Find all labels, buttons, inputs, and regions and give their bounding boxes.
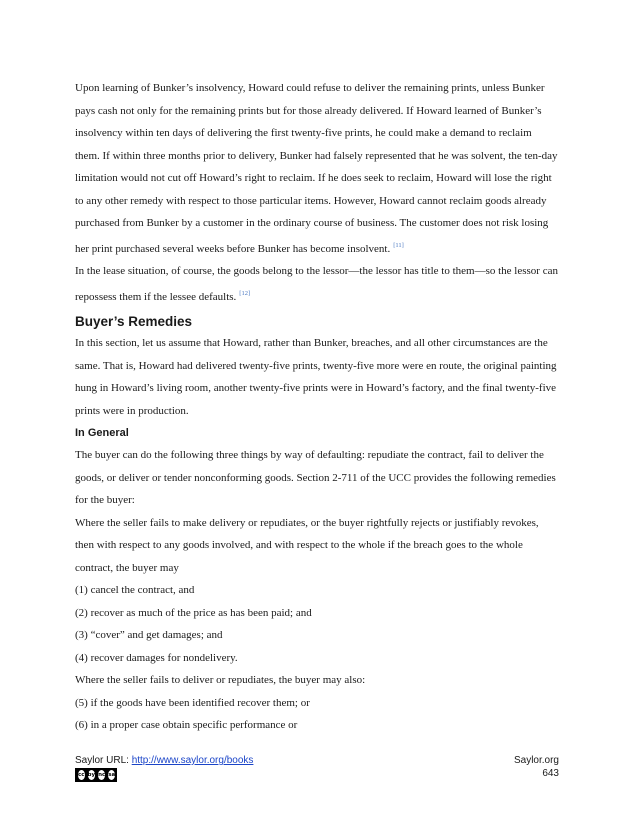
by-icon: by bbox=[87, 769, 97, 781]
paragraph: Where the seller fails to make delivery or repudiates, or the buyer rightfully rejects or justifiably revokes, then with respect to any goods involved, and with respect to the whole if the breach goes to the whole contract, the buyer may bbox=[75, 516, 539, 574]
paragraph: Where the seller fails to deliver or repudiates, the buyer may also: bbox=[75, 674, 366, 686]
nc-icon: nc bbox=[97, 769, 106, 781]
paragraph: In the lease situation, of course, the goods belong to the lessor—the lessor has title to them—so the lessor can repossess them if the lessee defaults. [12] bbox=[75, 265, 558, 303]
footer-source bbox=[75, 754, 253, 767]
list-item: (3) “cover” and get damages; and bbox=[75, 629, 223, 641]
footnote-link[interactable]: [12] bbox=[239, 289, 251, 297]
document-page bbox=[75, 0, 559, 815]
body-text bbox=[75, 77, 559, 737]
sa-icon: sa bbox=[107, 769, 116, 781]
list-item: (6) in a proper case obtain specific performance or bbox=[75, 719, 298, 731]
list-item: (5) if the goods have been identified recover them; or bbox=[75, 696, 310, 709]
paragraph: The buyer can do the following three things by way of defaulting: repudiate the contract, fail to deliver the goods, or deliver or tender nonconforming goods. Section 2-711 of the UCC provides the following remedies for the buyer: bbox=[75, 449, 556, 506]
list-item: (1) cancel the contract, and bbox=[75, 584, 195, 596]
list-item: (4) recover damages for nondelivery. bbox=[75, 651, 238, 664]
page-number: 643 bbox=[542, 768, 559, 779]
footnote-link[interactable]: [11] bbox=[393, 241, 404, 249]
source-label: Saylor URL: bbox=[75, 755, 132, 766]
footer-publisher bbox=[514, 754, 559, 780]
section-heading: Buyer’s Remedies bbox=[75, 314, 193, 329]
paragraph: In this section, let us assume that Howard, rather than Bunker, breaches, and all other circumstances are the same. That is, Howard had delivered twenty-five prints, twenty-five more were en route, the original painting hung in Howard’s living room, another twenty-five prints were in Howard’s factory, and the final twenty-five prints were in production. bbox=[75, 337, 557, 417]
creative-commons-license-icon bbox=[75, 768, 117, 782]
cc-icon: cc bbox=[77, 769, 86, 781]
source-link[interactable]: http://www.saylor.org/books bbox=[131, 755, 254, 766]
paragraph: Upon learning of Bunker’s insolvency, Howard could refuse to deliver the remaining prints, unless Bunker pays cash not only for the remaining prints but for those already delivered. If Howard learned of Bunker’s insolvency within ten days of delivering the first twenty-five prints, he could make a demand to reclaim them. If within three months prior to delivery, Bunker had falsely represented that he was solvent, the ten-day limitation would not cut off Howard’s right to reclaim. If he does seek to reclaim, Howard will lose the right to any other remedy with respect to those particular items. However, Howard cannot reclaim goods already purchased from Bunker by a customer in the ordinary course of business. The customer does not risk losing her print purchased several weeks before Bunker has become insolvent. [11] bbox=[75, 82, 558, 255]
subsection-heading: In General bbox=[75, 427, 129, 439]
publisher-name: Saylor.org bbox=[513, 755, 559, 766]
list-item: (2) recover as much of the price as has been paid; and bbox=[75, 606, 312, 619]
